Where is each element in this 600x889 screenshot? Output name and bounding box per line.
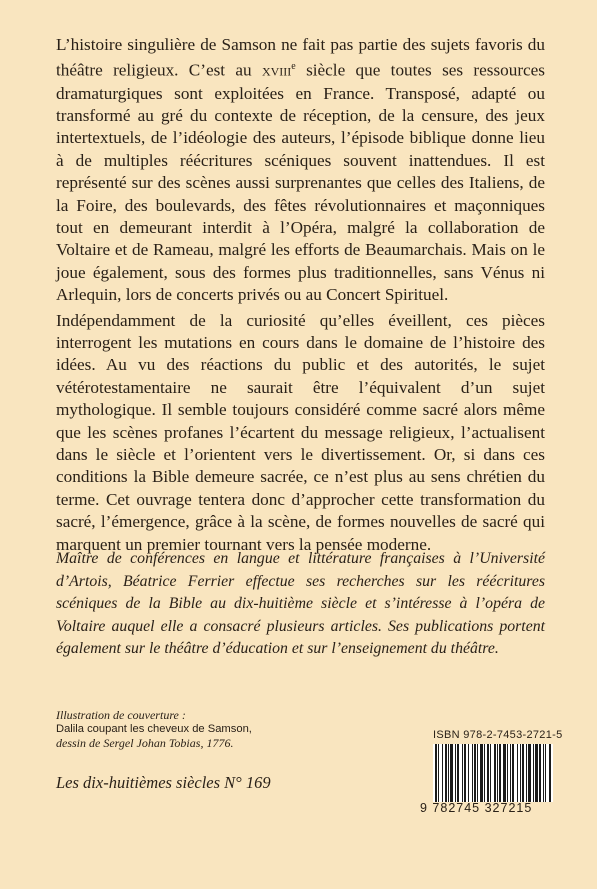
barcode-bar: [520, 744, 521, 802]
barcode-bar: [435, 744, 437, 802]
summary-paragraph-1: L’histoire singulière de Samson ne fait pas partie des sujets favoris du théâtre religieux. C’est au xviii$^e$ siècle que toutes ses ressources dramaturgiques sont exploitées en France. Transposé, adapté ou transformé au gré du contexte de réception, de la censure, des jeux intertextuels, de l’idéologie des auteurs, l’épisode biblique donne lieu à de multiples réécritures scéniques souvent inattendues. Il est représenté sur des scènes aussi surprenantes que celles des Italiens, de la Foire, des boulevards, des fêtes révolutionnaires et maçonniques tout en demeurant interdit à l’Opéra, malgré la collaboration de Voltaire et de Rameau, malgré les efforts de Beaumarchais. Mais on le joue également, sous des formes plus traditionnelles, sans Vénus ni Arlequin, lors de concerts privés ou au Concert Spirituel.: [56, 35, 545, 305]
barcode-bar: [543, 744, 544, 802]
barcode-bar: [442, 744, 443, 802]
barcode-bar: [438, 744, 439, 802]
barcode-bar: [445, 744, 447, 802]
barcode-bar: [472, 744, 473, 802]
barcode-bar: [510, 744, 511, 802]
century-numeral: xviii: [261, 61, 292, 81]
barcode-bar: [499, 744, 501, 802]
barcode-image: [433, 744, 553, 802]
credit-label: Illustration de couverture :: [56, 708, 186, 722]
barcode-bar: [450, 744, 453, 802]
isbn-label: ISBN 978-2-7453-2721-5: [433, 729, 563, 741]
barcode-bar: [462, 744, 463, 802]
barcode-bar: [448, 744, 449, 802]
barcode-bar: [457, 744, 459, 802]
barcode-bar: [539, 744, 541, 802]
barcode-bar: [549, 744, 551, 802]
barcode-bar: [474, 744, 476, 802]
author-bio: Maître de conférences en langue et littérature françaises à l’Université d’Artois, Béatrice Ferrier effectue ses recherches sur les réécritures scéniques de la Bible au dix-huitième siècle et s’intéresse à l’opéra de Voltaire auquel elle a consacré plusieurs articles. Ses publications portent également sur le théâtre d’éducation et sur l’enseignement du théâtre.: [56, 550, 545, 657]
barcode-bar: [477, 744, 478, 802]
barcode-bar: [507, 744, 508, 802]
barcode-bar: [522, 744, 524, 802]
barcode-bar: [526, 744, 527, 802]
century-superscript: e: [291, 61, 296, 73]
summary-text: [56, 34, 545, 556]
barcode-bar: [533, 744, 534, 802]
barcode-bar: [512, 744, 514, 802]
barcode-bar: [455, 744, 456, 802]
barcode-bar: [503, 744, 506, 802]
barcode-bar: [480, 744, 483, 802]
barcode-bar: [494, 744, 496, 802]
barcode-bar: [528, 744, 531, 802]
barcode-bar: [484, 744, 485, 802]
ean-digits: 9 782745 327215: [420, 801, 533, 815]
barcode-bar: [468, 744, 469, 802]
cover-illustration-credit: [56, 708, 316, 750]
barcode-bar: [464, 744, 466, 802]
barcode-bar: [490, 744, 491, 802]
summary-paragraph-2: Indépendamment de la curiosité qu’elles éveillent, ces pièces interrogent les mutations en cours dans le domaine de l’histoire des idées. Au vu des réactions du public et des autorités, le sujet vétérotestamentaire ne saurait être l’équivalent d’un sujet mythologique. Il semble toujours considéré comme sacré alors même que les scènes profanes l’écartent du message religieux, l’actualisent dans le siècle et l’orientent vers le divertissement. Or, si dans ces conditions la Bible demeure sacrée, ce n’est plus au sens chrétien du terme. Cet ouvrage tentera donc d’approcher cette transformation du sacré, l’émergence, grâce à la scène, de formes nouvelles de sacré qui marquent un premier tournant vers la pensée moderne.: [56, 310, 545, 554]
barcode-bar: [535, 744, 538, 802]
barcode-bar: [497, 744, 498, 802]
barcode-bar: [487, 744, 489, 802]
barcode-bar: [517, 744, 518, 802]
barcode-bar: [545, 744, 546, 802]
credit-source: dessin de Sergel Johan Tobias, 1776.: [56, 736, 234, 750]
credit-caption: Dalila coupant les cheveux de Samson,: [56, 723, 252, 735]
series-title: Les dix-huitièmes siècles N° 169: [56, 773, 271, 792]
